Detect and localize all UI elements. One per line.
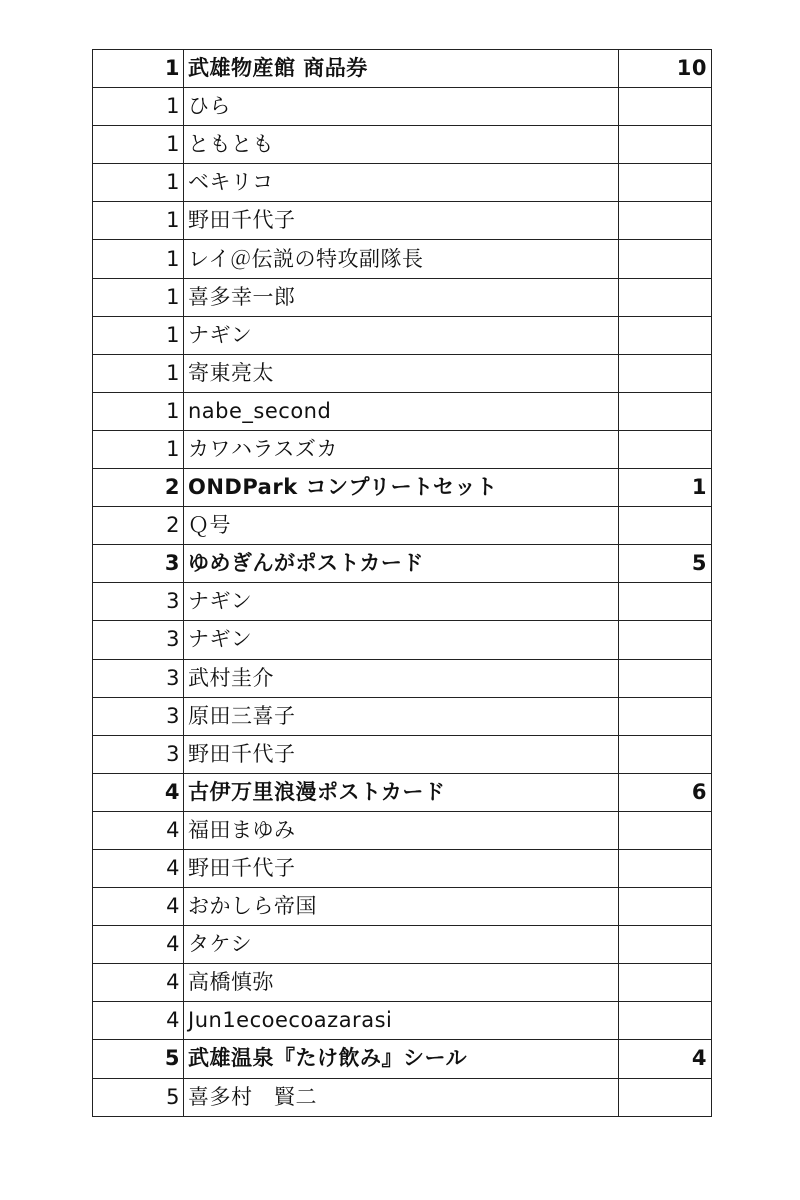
winner-row xyxy=(93,621,712,659)
winner-name-cell: ともとも xyxy=(184,126,619,164)
prize-number-cell: 1 xyxy=(93,392,184,430)
quantity-cell xyxy=(619,354,712,392)
winner-row xyxy=(93,202,712,240)
prize-number-cell: 1 xyxy=(93,88,184,126)
prize-number-cell: 3 xyxy=(93,735,184,773)
quantity-cell xyxy=(619,88,712,126)
quantity-cell xyxy=(619,126,712,164)
quantity-cell: 1 xyxy=(619,469,712,507)
winner-name-cell: ベキリコ xyxy=(184,164,619,202)
prize-number-cell: 1 xyxy=(93,430,184,468)
quantity-cell xyxy=(619,202,712,240)
winner-name-cell: ナギン xyxy=(184,583,619,621)
prize-name-cell: 古伊万里浪漫ポストカード xyxy=(184,773,619,811)
prize-name-cell: 武雄物産館 商品券 xyxy=(184,50,619,88)
winner-row xyxy=(93,430,712,468)
prize-winners-table xyxy=(92,49,712,1117)
winner-name-cell: 野田千代子 xyxy=(184,735,619,773)
quantity-cell xyxy=(619,164,712,202)
table-body xyxy=(93,50,712,1117)
winner-name-cell: 高橋慎弥 xyxy=(184,964,619,1002)
prize-number-cell: 1 xyxy=(93,240,184,278)
quantity-cell xyxy=(619,278,712,316)
prize-header-row xyxy=(93,773,712,811)
quantity-cell: 6 xyxy=(619,773,712,811)
winner-row xyxy=(93,583,712,621)
winner-name-cell: 福田まゆみ xyxy=(184,811,619,849)
quantity-cell xyxy=(619,507,712,545)
prize-number-cell: 3 xyxy=(93,583,184,621)
prize-number-cell: 4 xyxy=(93,773,184,811)
quantity-cell xyxy=(619,1078,712,1116)
winner-row xyxy=(93,278,712,316)
prize-number-cell: 5 xyxy=(93,1040,184,1078)
winner-row xyxy=(93,164,712,202)
prize-number-cell: 1 xyxy=(93,316,184,354)
winner-row xyxy=(93,316,712,354)
winner-name-cell: ナギン xyxy=(184,316,619,354)
winner-name-cell: 野田千代子 xyxy=(184,849,619,887)
quantity-cell: 4 xyxy=(619,1040,712,1078)
quantity-cell xyxy=(619,964,712,1002)
winner-name-cell: 野田千代子 xyxy=(184,202,619,240)
winner-name-cell: 武村圭介 xyxy=(184,659,619,697)
quantity-cell xyxy=(619,583,712,621)
prize-header-row xyxy=(93,469,712,507)
prize-name-cell: ONDPark コンプリートセット xyxy=(184,469,619,507)
quantity-cell xyxy=(619,1002,712,1040)
quantity-cell xyxy=(619,697,712,735)
prize-header-row xyxy=(93,1040,712,1078)
winner-name-cell: ひら xyxy=(184,88,619,126)
winner-row xyxy=(93,964,712,1002)
quantity-cell xyxy=(619,926,712,964)
winner-row xyxy=(93,659,712,697)
quantity-cell xyxy=(619,316,712,354)
winner-name-cell: Jun1ecoecoazarasi xyxy=(184,1002,619,1040)
winner-row xyxy=(93,240,712,278)
quantity-cell: 5 xyxy=(619,545,712,583)
winner-row xyxy=(93,1002,712,1040)
winner-name-cell: レイ＠伝説の特攻副隊長 xyxy=(184,240,619,278)
quantity-cell xyxy=(619,392,712,430)
winner-name-cell: 喜多村 賢二 xyxy=(184,1078,619,1116)
winner-row xyxy=(93,354,712,392)
winner-name-cell: 喜多幸一郎 xyxy=(184,278,619,316)
prize-number-cell: 3 xyxy=(93,697,184,735)
quantity-cell xyxy=(619,811,712,849)
prize-number-cell: 1 xyxy=(93,126,184,164)
winner-name-cell: nabe_second xyxy=(184,392,619,430)
winner-name-cell: Ｑ号 xyxy=(184,507,619,545)
prize-number-cell: 1 xyxy=(93,202,184,240)
prize-number-cell: 3 xyxy=(93,545,184,583)
quantity-cell xyxy=(619,240,712,278)
winner-row xyxy=(93,697,712,735)
prize-name-cell: ゆめぎんがポストカード xyxy=(184,545,619,583)
winner-row xyxy=(93,849,712,887)
winner-name-cell: おかしら帝国 xyxy=(184,888,619,926)
prize-number-cell: 4 xyxy=(93,811,184,849)
prize-number-cell: 1 xyxy=(93,50,184,88)
quantity-cell xyxy=(619,849,712,887)
prize-number-cell: 4 xyxy=(93,849,184,887)
prize-number-cell: 3 xyxy=(93,659,184,697)
winner-name-cell: タケシ xyxy=(184,926,619,964)
winner-row xyxy=(93,88,712,126)
prize-number-cell: 1 xyxy=(93,278,184,316)
winner-row xyxy=(93,926,712,964)
quantity-cell xyxy=(619,659,712,697)
prize-number-cell: 3 xyxy=(93,621,184,659)
prize-number-cell: 1 xyxy=(93,354,184,392)
prize-number-cell: 4 xyxy=(93,926,184,964)
winner-row xyxy=(93,1078,712,1116)
prize-number-cell: 1 xyxy=(93,164,184,202)
prize-header-row xyxy=(93,50,712,88)
quantity-cell xyxy=(619,735,712,773)
prize-number-cell: 2 xyxy=(93,507,184,545)
prize-header-row xyxy=(93,545,712,583)
winner-name-cell: ナギン xyxy=(184,621,619,659)
winner-row xyxy=(93,888,712,926)
prize-number-cell: 5 xyxy=(93,1078,184,1116)
prize-number-cell: 2 xyxy=(93,469,184,507)
prize-number-cell: 4 xyxy=(93,1002,184,1040)
winner-name-cell: カワハラスズカ xyxy=(184,430,619,468)
winner-row xyxy=(93,126,712,164)
winner-name-cell: 寄東亮太 xyxy=(184,354,619,392)
quantity-cell xyxy=(619,621,712,659)
winner-row xyxy=(93,507,712,545)
quantity-cell xyxy=(619,888,712,926)
quantity-cell: 10 xyxy=(619,50,712,88)
winner-name-cell: 原田三喜子 xyxy=(184,697,619,735)
quantity-cell xyxy=(619,430,712,468)
prize-name-cell: 武雄温泉『たけ飲み』シール xyxy=(184,1040,619,1078)
winner-row xyxy=(93,811,712,849)
winner-row xyxy=(93,735,712,773)
winner-row xyxy=(93,392,712,430)
prize-number-cell: 4 xyxy=(93,888,184,926)
prize-number-cell: 4 xyxy=(93,964,184,1002)
